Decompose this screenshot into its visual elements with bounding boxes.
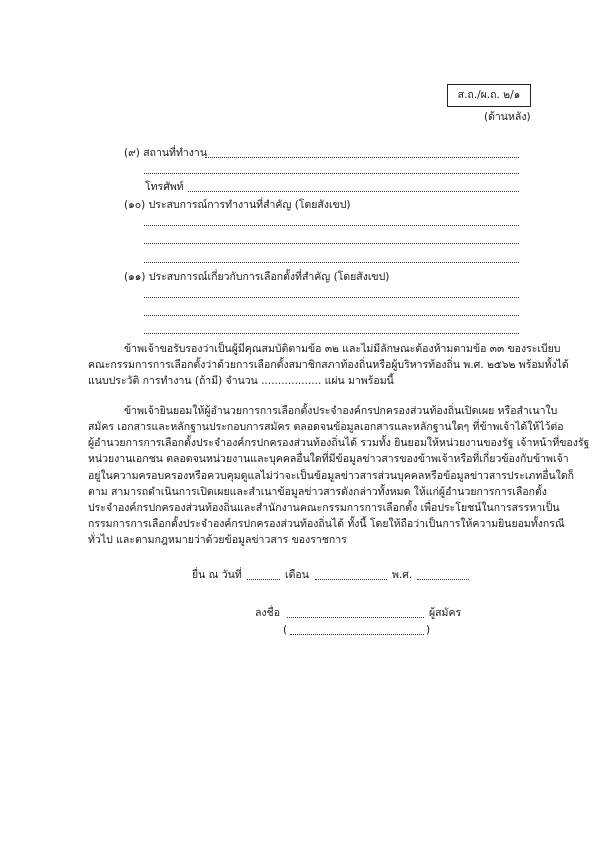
phone-field[interactable] [188, 191, 519, 192]
workplace-field[interactable] [205, 157, 519, 158]
year-field[interactable] [417, 579, 469, 580]
work-experience-line-1[interactable] [144, 225, 519, 226]
work-experience-line-2[interactable] [144, 243, 519, 244]
election-experience-line-1[interactable] [144, 297, 519, 298]
consent-line-2: สมัคร เอกสารและหลักฐานประกอบการสมัคร ตลอดจนข้อมูลเอกสารและหลักฐานใดๆ ที่ข้าพเจ้าได้ให้ไว้ต่อ [88, 421, 564, 433]
consent-line-5: อยู่ในความครอบครองหรือควบคุมดูแลไม่ว่าจะเป็นข้อมูลข่าวสารส่วนบุคคลหรือข้อมูลข่าวสารประเภทอื่นใดก็ [88, 470, 575, 482]
work-experience-label: (๑๐) ประสบการณ์การทำงานที่สำคัญ (โดยสังเขป) [124, 199, 351, 211]
name-open-paren: ( [283, 624, 288, 636]
certification-line-3: แนบประวัติ การทำงาน (ถ้ามี) จำนวน .................. แผ่น มาพร้อมนี้ [88, 375, 394, 387]
applicant-label: ผู้สมัคร [429, 607, 462, 619]
sign-label: ลงชื่อ [255, 607, 280, 619]
consent-line-7: ประจำองค์กรปกครองส่วนท้องถิ่นและสำนักงานคณะกรรมการการเลือกตั้ง เพื่อประโยชน์ในการสรรหาเป็น [88, 502, 560, 514]
workplace-field-line2[interactable] [144, 173, 519, 174]
day-field[interactable] [247, 579, 280, 580]
consent-line-3: ผู้อำนวยการการเลือกตั้งประจำองค์กรปกครองส่วนท้องถิ่นได้ รวมทั้ง ยินยอมให้หน่วยงานของรัฐ เจ้าหน้าที่ของรัฐ [88, 437, 590, 449]
work-experience-line-3[interactable] [144, 262, 519, 263]
consent-line-9: ทั่วไป และตามกฎหมายว่าด้วยข้อมูลข่าวสาร ของราชการ [88, 534, 347, 546]
submitted-on-label: ยื่น ณ วันที่ [192, 569, 242, 581]
certification-line-2: คณะกรรมการการเลือกตั้งว่าด้วยการเลือกตั้งสมาชิกสภาท้องถิ่นหรือผู้บริหารท้องถิ่น พ.ศ. ๒๕๖๒ พร้อมทั้งได้ [88, 359, 569, 371]
printed-name-field[interactable] [290, 634, 424, 635]
election-experience-label: (๑๑) ประสบการณ์เกี่ยวกับการเลือกตั้งที่สำคัญ (โดยสังเขป) [124, 271, 390, 283]
workplace-label: (๙) สถานที่ทำงาน [124, 147, 208, 159]
certification-line-1: ข้าพเจ้าขอรับรองว่าเป็นผู้มีคุณสมบัติตามข้อ ๓๒ และไม่มีลักษณะต้องห้ามตามข้อ ๓๓ ของระเบียบ [124, 343, 561, 355]
month-label: เดือน [285, 569, 309, 581]
consent-line-4: หน่วยงานเอกชน ตลอดจนหน่วยงานและบุคคลอื่นใดที่มีข้อมูลข่าวสารของข้าพเจ้าหรือที่เกี่ยวข้องกับข้าพเจ้า [88, 453, 569, 465]
election-experience-line-3[interactable] [144, 333, 519, 334]
page-side-label: (ด้านหลัง) [484, 111, 531, 123]
year-label: พ.ศ. [392, 569, 413, 581]
election-experience-line-2[interactable] [144, 315, 519, 316]
consent-line-1: ข้าพเจ้ายินยอมให้ผู้อำนวยการการเลือกตั้งประจำองค์กรปกครองส่วนท้องถิ่นเปิดเผย หรือสำเนาใบ [124, 405, 558, 417]
phone-label: โทรศัพท์ [145, 181, 184, 193]
consent-line-8: กรรมการการเลือกตั้งประจำองค์กรปกครองส่วนท้องถิ่นได้ ทั้งนี้ โดยให้ถือว่าเป็นการให้ความยินยอมทั้งกรณี [88, 518, 565, 530]
consent-line-6: ตาม สามารถดำเนินการเปิดเผยและสำเนาข้อมูลข่าวสารดังกล่าวทั้งหมด ให้แก่ผู้อำนวยการการเลือกตั้ง [88, 486, 547, 498]
signature-field[interactable] [287, 617, 424, 618]
form-code-box: ส.ถ./ผ.ถ. ๒/๑ [447, 84, 531, 107]
name-close-paren: ) [426, 624, 431, 636]
month-field[interactable] [315, 579, 387, 580]
